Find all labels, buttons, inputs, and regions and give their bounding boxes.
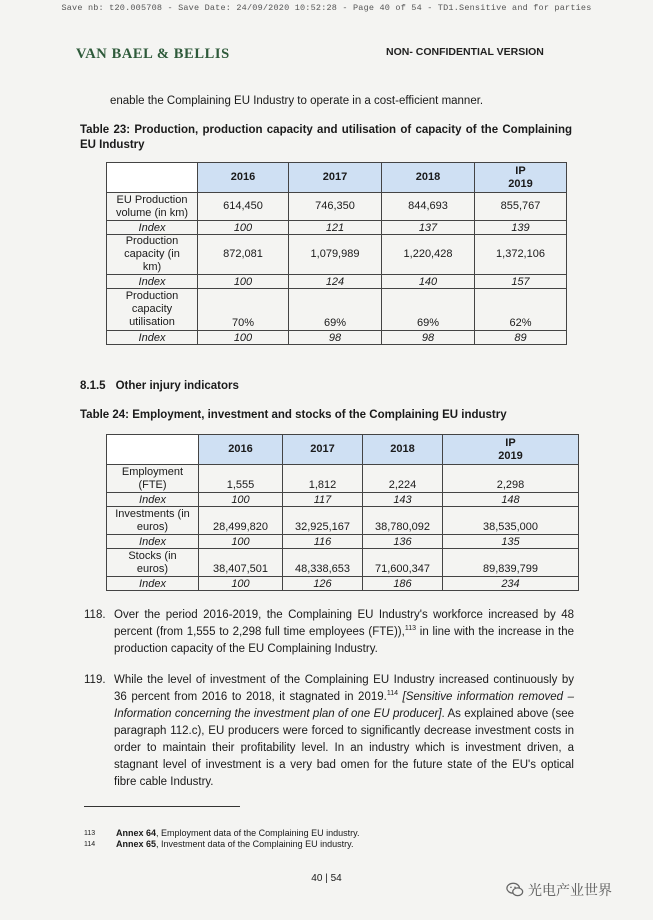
redaction-note: [Sensitive information removed – Information concerning the investment plan of one EU producer] (114, 691, 574, 720)
table-cell: 186 (363, 577, 443, 591)
footnote-number: 114 (84, 841, 96, 848)
table-cell: 139 (475, 221, 567, 235)
row-label (107, 507, 199, 535)
table-row (107, 289, 567, 331)
table-cell: 2,298 (443, 465, 579, 493)
table-cell: 32,925,167 (283, 507, 363, 535)
column-header: 2018 (363, 435, 443, 465)
table-cell: 71,600,347 (363, 549, 443, 577)
table-23 (106, 162, 567, 345)
table-cell: 1,220,428 (382, 235, 475, 275)
table-header-row (107, 163, 567, 193)
row-label-text: Stocks (in euros) (128, 549, 177, 575)
row-label: Index (107, 331, 198, 345)
footnote-number: 113 (84, 830, 96, 837)
column-header: 2018 (382, 163, 475, 193)
table-cell: 143 (363, 493, 443, 507)
row-label-text: Production capacity utilisation (125, 290, 179, 328)
table-cell: 121 (289, 221, 382, 235)
confidentiality-label: NON- CONFIDENTIAL VERSION (386, 46, 544, 58)
table-cell: 100 (199, 577, 283, 591)
table-cell: 100 (198, 331, 289, 345)
table-row (107, 193, 567, 221)
table-cell: 135 (443, 535, 579, 549)
ip-period-label: IP 2019 (508, 164, 533, 190)
table-cell: 38,780,092 (363, 507, 443, 535)
column-header: 2017 (289, 163, 382, 193)
table-cell: 69% (289, 289, 382, 331)
table-cell: 89,839,799 (443, 549, 579, 577)
index-row (107, 331, 567, 345)
table-23-title: Table 23: Production, production capacity and utilisation of capacity of the Complaining EU Industry (80, 124, 572, 151)
paragraph-text-part: While the level of investment of the Complaining EU Industry increased continuously by 36 percent from 2016 to 2018, it stagnated in 2019. (114, 674, 574, 703)
save-metadata-header: Save nb: t20.005708 - Save Date: 24/09/2020 10:52:28 - Page 40 of 54 - TD1.Sensitive and for parties (61, 3, 592, 13)
row-label: Index (107, 577, 199, 591)
table-cell: 100 (198, 221, 289, 235)
ip-period-label: IP 2019 (498, 436, 523, 462)
table-cell: 126 (283, 577, 363, 591)
index-row (107, 535, 579, 549)
paragraph-118 (84, 607, 574, 658)
table-row (107, 235, 567, 275)
wechat-watermark (506, 880, 612, 900)
footnote-ref-114: 114 (386, 690, 398, 698)
table-row (107, 465, 579, 493)
table-cell: 1,372,106 (475, 235, 567, 275)
column-header: 2016 (198, 163, 289, 193)
footnote-113 (84, 828, 359, 839)
table-cell: 136 (363, 535, 443, 549)
section-heading (80, 380, 239, 392)
index-row (107, 275, 567, 289)
table-cell: 137 (382, 221, 475, 235)
table-cell: 100 (198, 275, 289, 289)
table-cell: 2,224 (363, 465, 443, 493)
paragraph-text-part: in line with the increase in the production capacity of the EU Complaining Industry. (114, 626, 575, 655)
wechat-icon (506, 881, 524, 899)
row-label: Index (107, 535, 199, 549)
row-label-text: Employment (FTE) (121, 465, 184, 491)
table-cell: 69% (382, 289, 475, 331)
table-cell: 98 (382, 331, 475, 345)
column-header (443, 435, 579, 465)
footnote-annex: Annex 65 (116, 839, 157, 849)
section-number: 8.1.5 (80, 380, 106, 392)
paragraph-number: 118. (84, 609, 106, 621)
column-header: 2017 (283, 435, 363, 465)
table-cell: 89 (475, 331, 567, 345)
table-24-title: Table 24: Employment, investment and stocks of the Complaining EU industry (80, 409, 507, 421)
table-cell: 124 (289, 275, 382, 289)
row-label-text: Production capacity (in km) (124, 235, 180, 273)
table-cell: 98 (289, 331, 382, 345)
table-corner-cell (107, 163, 198, 193)
paragraph-text-part: . As explained above (see paragraph 112.c), EU producers were forced to significantly decrease investment costs in order to maintain their profitability level. In an industry which is investment driven, a stagnant level of investment is a very bad omen for the future state of the EU's optical fibre cable Industry. (114, 708, 574, 788)
table-header-row (107, 435, 579, 465)
continuation-text: enable the Complaining EU Industry to operate in a cost-efficient manner. (110, 95, 484, 107)
table-cell: 100 (199, 493, 283, 507)
table-cell: 48,338,653 (283, 549, 363, 577)
index-row (107, 493, 579, 507)
table-cell: 38,535,000 (443, 507, 579, 535)
row-label (107, 465, 199, 493)
index-row (107, 221, 567, 235)
row-label (107, 549, 199, 577)
column-header: 2016 (199, 435, 283, 465)
footnote-divider (84, 806, 240, 807)
row-label: EU Production volume (in km) (107, 193, 198, 221)
table-cell: 116 (283, 535, 363, 549)
table-cell: 140 (382, 275, 475, 289)
footnote-text: , Employment data of the Complaining EU industry. (156, 828, 360, 838)
table-cell: 1,812 (283, 465, 363, 493)
paragraph-119 (84, 672, 574, 791)
watermark-text: 光电产业世界 (528, 883, 612, 899)
paragraph-number: 119. (84, 674, 106, 686)
row-label (107, 289, 198, 331)
footnote-ref-113: 113 (404, 625, 417, 633)
footnote-text: , Investment data of the Complaining EU industry. (156, 839, 354, 849)
table-cell: 1,079,989 (289, 235, 382, 275)
table-cell: 62% (475, 289, 567, 331)
paragraph-text-part: Over the period 2016-2019, the Complaining EU Industry's workforce increased by 48 percent (from 1,555 to 2,298 full time employees (FTE)), (114, 609, 574, 638)
table-cell: 28,499,820 (199, 507, 283, 535)
table-cell: 1,555 (199, 465, 283, 493)
table-cell: 38,407,501 (199, 549, 283, 577)
table-cell: 157 (475, 275, 567, 289)
footnote-annex: Annex 64 (116, 828, 157, 838)
index-row (107, 577, 579, 591)
table-corner-cell (107, 435, 199, 465)
table-cell: 148 (443, 493, 579, 507)
paragraph-text (114, 672, 574, 791)
row-label: Index (107, 275, 198, 289)
paragraph-text (114, 607, 574, 658)
table-cell: 746,350 (289, 193, 382, 221)
table-cell: 234 (443, 577, 579, 591)
table-24 (106, 434, 579, 591)
firm-name: VAN BAEL & BELLIS (76, 46, 230, 62)
footnote-114 (84, 839, 353, 850)
row-label: Index (107, 493, 199, 507)
table-cell: 117 (283, 493, 363, 507)
table-cell: 70% (198, 289, 289, 331)
table-row (107, 507, 579, 535)
row-label (107, 235, 198, 275)
table-cell: 872,081 (198, 235, 289, 275)
column-header (475, 163, 567, 193)
table-cell: 100 (199, 535, 283, 549)
table-cell: 614,450 (198, 193, 289, 221)
table-cell: 844,693 (382, 193, 475, 221)
page-number: 40 | 54 (311, 873, 342, 884)
row-label-text: Investments (in euros) (115, 507, 190, 533)
section-title: Other injury indicators (115, 380, 239, 392)
row-label: Index (107, 221, 198, 235)
table-cell: 855,767 (475, 193, 567, 221)
table-row (107, 549, 579, 577)
